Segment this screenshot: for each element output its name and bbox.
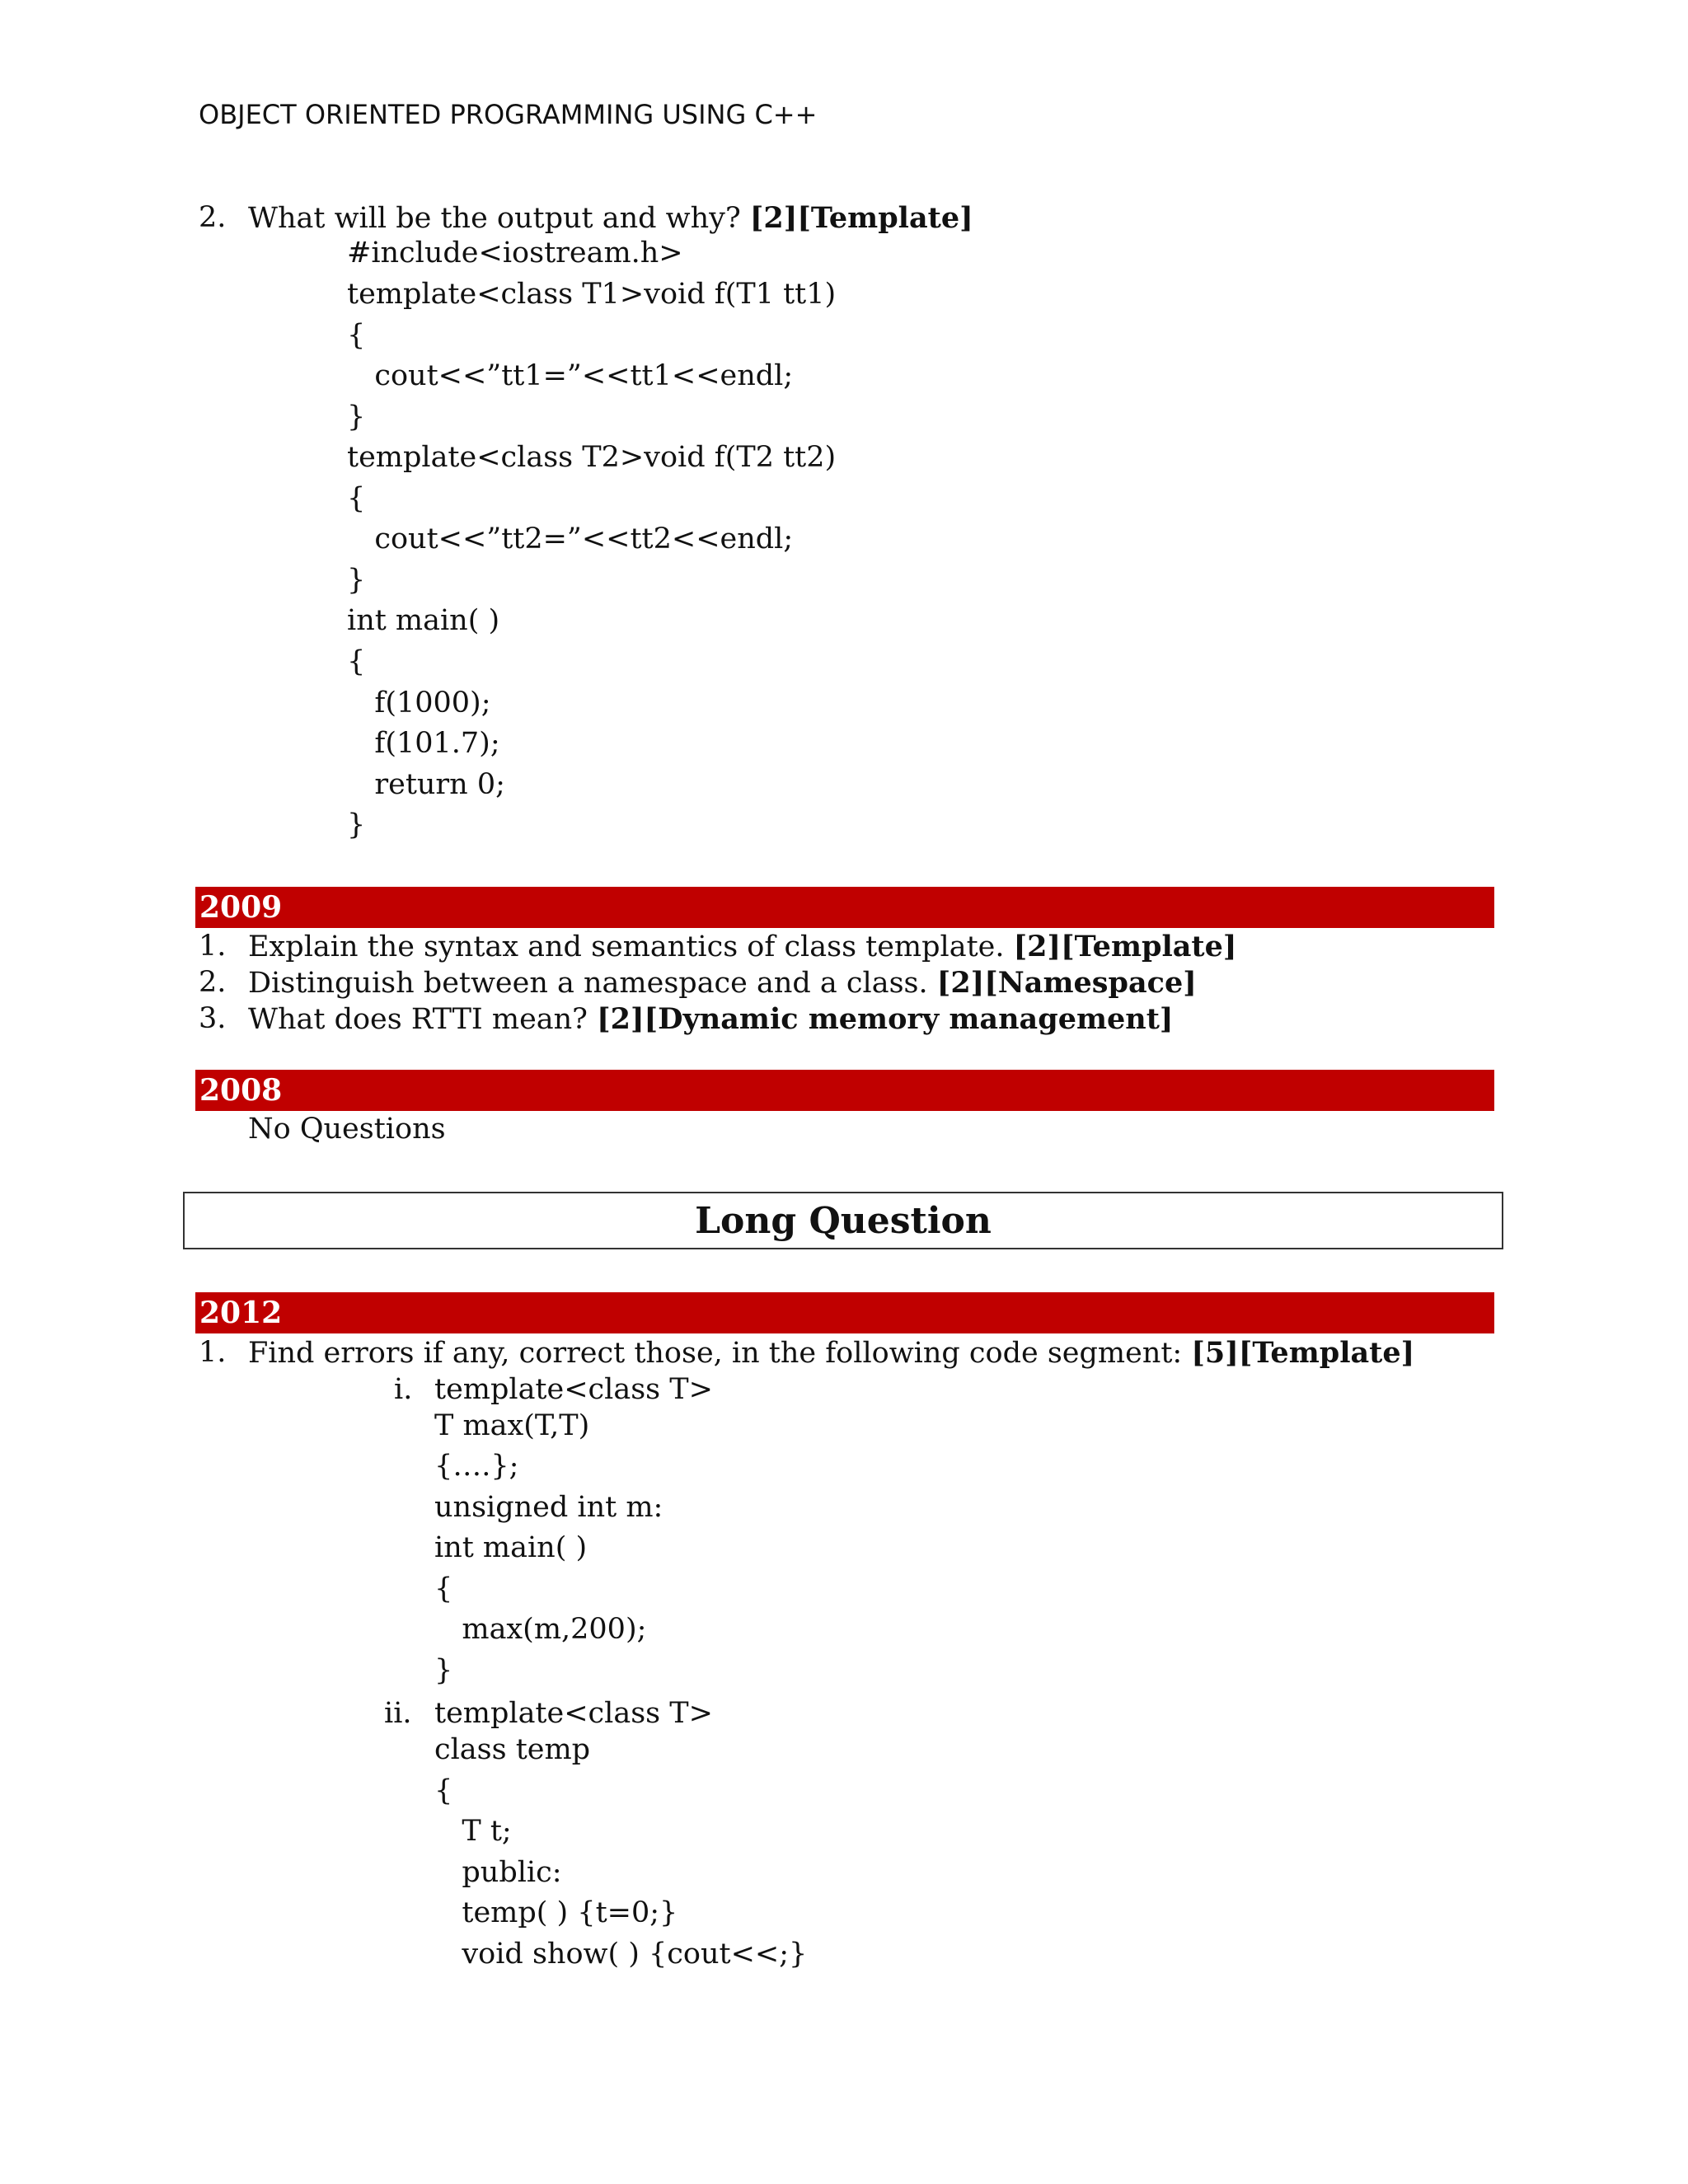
code-line: temp( ) {t=0;} [434, 1896, 678, 1929]
part-label: i. [394, 1373, 413, 1406]
year-banner-2009 [195, 887, 1494, 928]
question-number: 2. [199, 966, 227, 999]
code-line: template<class T> [434, 1697, 713, 1730]
question-number: 2. [199, 201, 227, 234]
question-text [248, 968, 1197, 998]
code-line: int main( ) [434, 1531, 588, 1564]
year-label: 2008 [199, 1073, 283, 1108]
code-line: { [347, 645, 366, 678]
question-number: 3. [199, 1002, 227, 1035]
code-line: template<class T1>void f(T1 tt1) [347, 278, 837, 311]
long-question-heading [183, 1192, 1503, 1249]
code-line: } [347, 401, 366, 434]
code-line: template<class T> [434, 1373, 713, 1406]
code-line: public: [434, 1856, 562, 1889]
section-title: Long Question [695, 1200, 992, 1242]
page-header: OBJECT ORIENTED PROGRAMMING USING C++ [199, 99, 818, 130]
code-line: T max(T,T) [434, 1409, 590, 1442]
year-label: 2009 [199, 890, 283, 925]
code-line: { [347, 319, 366, 352]
code-line: template<class T2>void f(T2 tt2) [347, 441, 837, 474]
question-tag: [2][Dynamic memory management] [597, 1002, 1174, 1036]
question-tag: [2][Namespace] [936, 966, 1197, 1000]
question-number: 1. [199, 1336, 227, 1369]
code-line: { [434, 1572, 453, 1605]
code-line: int main( ) [347, 604, 500, 637]
question-number: 1. [199, 930, 227, 963]
code-line: } [347, 564, 366, 597]
question-text [248, 1338, 1414, 1368]
part-label: ii. [384, 1697, 412, 1730]
code-line: unsigned int m: [434, 1491, 663, 1524]
year-label: 2012 [199, 1296, 283, 1330]
code-line: void show( ) {cout<<;} [434, 1938, 808, 1971]
question-body: Distinguish between a namespace and a class. [248, 967, 937, 1000]
code-line: } [347, 808, 366, 841]
code-line: f(1000); [347, 687, 491, 719]
question-body: Find errors if any, correct those, in the following code segment: [248, 1337, 1192, 1370]
code-line: #include<iostream.h> [347, 237, 683, 269]
code-line: cout<<”tt2=”<<tt2<<endl; [347, 523, 794, 555]
code-line: return 0; [347, 768, 505, 801]
question-text [248, 1002, 1174, 1036]
question-text [248, 932, 1236, 962]
code-line: { [434, 1774, 453, 1807]
code-line: class temp [434, 1733, 591, 1766]
year-banner-2008 [195, 1070, 1494, 1111]
code-line: { [347, 482, 366, 515]
question-tag: [2][Template] [1013, 930, 1237, 963]
code-line: T t; [434, 1815, 512, 1848]
question-tag: [2][Template] [749, 201, 973, 235]
question-body: What will be the output and why? [248, 202, 750, 235]
code-line: cout<<”tt1=”<<tt1<<endl; [347, 359, 794, 392]
code-line: max(m,200); [434, 1613, 647, 1646]
question-tag: [5][Template] [1191, 1336, 1415, 1370]
code-line: } [434, 1654, 453, 1687]
question-body: Explain the syntax and semantics of class template. [248, 930, 1014, 963]
year-banner-2012 [195, 1292, 1494, 1333]
code-line: f(101.7); [347, 727, 500, 760]
question-body: What does RTTI mean? [248, 1003, 598, 1036]
code-line: {….}; [434, 1450, 519, 1483]
question-text [248, 201, 973, 235]
no-questions-text: No Questions [248, 1113, 446, 1146]
